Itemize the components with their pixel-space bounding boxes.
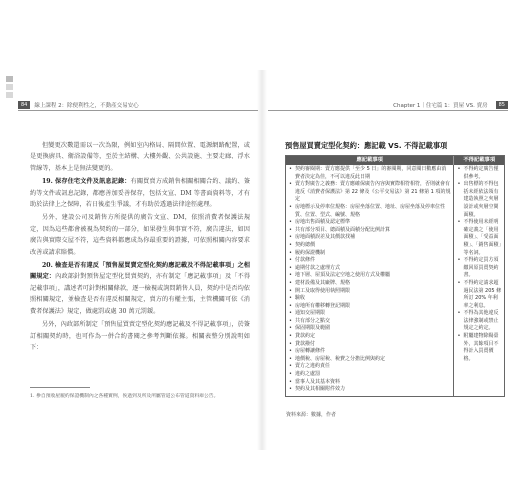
- list-item-text: 地價稅、房屋稅、稅費之分擔比例與約定: [295, 355, 386, 362]
- bullet-icon: •: [289, 279, 292, 286]
- must-not-include-item: [457, 310, 502, 333]
- must-not-include-item: [457, 166, 502, 181]
- must-include-item: [289, 181, 450, 204]
- must-include-item: [289, 250, 450, 258]
- bullet-icon: •: [289, 226, 292, 233]
- bullet-icon: •: [289, 355, 292, 362]
- must-include-item: [289, 386, 450, 394]
- must-include-item: [289, 333, 450, 341]
- table-title: 預售屋買賣定型化契約：應記載 VS. 不得記載事項: [285, 141, 448, 150]
- must-not-include-item: [457, 181, 502, 219]
- comparison-table: [285, 155, 505, 397]
- bullet-icon: •: [289, 295, 292, 302]
- bullet-icon: •: [457, 279, 461, 286]
- bullet-icon: •: [289, 340, 292, 347]
- bullet-icon: •: [289, 378, 292, 385]
- list-item-text: 不得約定廣告僅供參考。: [463, 166, 499, 180]
- bullet-icon: •: [289, 234, 292, 241]
- list-item-text: 不得為其他違反法律強制或禁止規定之約定。: [463, 310, 499, 332]
- must-include-item: [289, 371, 450, 379]
- list-item-text: 不得約定買方須繳回原買賣契約書。: [463, 257, 499, 279]
- list-item-text: 賣方對廣告之義務：賣方應確保廣告內容與實際相符相符，否則就會有違反《消費者保護法》第 22 條及《公平交易法》第 21 條第 1 項的規定: [295, 181, 451, 203]
- column-header-must-include: 應記載事項: [286, 156, 454, 165]
- table-body: [286, 165, 504, 396]
- list-item-text: 付款條件: [295, 257, 316, 264]
- must-not-include-column: [454, 165, 504, 396]
- bullet-icon: •: [289, 363, 292, 370]
- running-header-right: [268, 99, 508, 111]
- bullet-icon: •: [457, 181, 461, 188]
- list-item-text: 貸款撥付: [295, 340, 316, 347]
- numbered-item-20: [30, 260, 250, 317]
- bullet-icon: •: [457, 333, 461, 340]
- bullet-icon: •: [289, 317, 292, 324]
- list-item-text: 附屬建物除陽臺外，其餘項目不得計入買賣價格。: [463, 333, 499, 362]
- edge-tab: [6, 84, 13, 90]
- must-include-item: [289, 204, 450, 219]
- list-item-text: 地下層、屋頂及法定空地之使用方式及權屬: [295, 272, 391, 279]
- must-not-include-item: [457, 219, 502, 257]
- must-include-item: [289, 272, 450, 280]
- running-header-left: [18, 99, 258, 111]
- item-text: 有關買賣方成銷售相關相關合約、議約、簽約等文件或訊息記錄，都應善加妥善保存，包括文宣、DM 等書面資料等，才有助於法律上之保障，若日後產生爭議，才有助於透過法律途徑處理。: [30, 178, 251, 209]
- page-number-right: 85: [496, 101, 508, 109]
- item-heading: 19. 保存住宅文件及訊息記錄：: [42, 178, 131, 186]
- page-gutter: [257, 70, 267, 450]
- numbered-item-19: [30, 176, 250, 210]
- item-heading: 20. 檢查是否有違反「預售屋買賣定型化契約應記載及不得記載事項」之相關規定：: [30, 262, 250, 281]
- list-item-text: 契約總價: [295, 241, 316, 248]
- must-include-item: [289, 280, 450, 288]
- page-number-left: 84: [18, 101, 30, 109]
- must-include-column: [286, 165, 454, 396]
- list-item-text: 出售標的不得包括未經依法領有建造執照之夾層設計或夾層空間面積。: [463, 181, 499, 218]
- bullet-icon: •: [289, 325, 292, 332]
- list-item-text: 契約及其相關附件效力: [295, 386, 346, 393]
- list-item-text: 房地面積誤差及其價款找補: [295, 234, 356, 241]
- bullet-icon: •: [289, 386, 292, 393]
- bullet-icon: •: [289, 249, 292, 256]
- bullet-icon: •: [289, 219, 292, 226]
- paragraph: 但變更次數還需以一次為限，例如室內格局、隔間位置、電源網路配置，或是更換廚具、衛浴設備等，至於主結構、大樓外觀、公共設施、主要走廊、浮水管線等，基本上是無法變更的。: [30, 142, 250, 172]
- list-item-text: 房地所有權移轉登記期限: [295, 302, 351, 309]
- bullet-icon: •: [289, 310, 292, 317]
- bullet-icon: •: [457, 257, 461, 264]
- must-include-item: [289, 310, 450, 318]
- list-item-text: 違約之處罰: [295, 371, 321, 378]
- edge-tab: [6, 92, 13, 98]
- must-include-item: [289, 363, 450, 371]
- item-text: 內政部針對預售屋定型化買賣契約，亦有制定「應記載事項」及「不得記載事項」，講述者可針對相關條款，逐一檢視或詢問銷售人員，契約中是否均依照相關規定，並檢查是否有違反相關規定，賣方的有權主張，主管機關可依《消費者保護法》規定，做處罰或處 30 萬元罰鍰。: [30, 273, 250, 315]
- list-item-text: 不得約定請求超過民法第 205 條所訂 20% 年利率之利息。: [463, 279, 502, 309]
- must-include-item: [289, 257, 450, 265]
- bullet-icon: •: [289, 264, 292, 271]
- bullet-icon: •: [289, 203, 292, 210]
- bullet-icon: •: [289, 302, 292, 309]
- list-item-text: 賣方之違約責任: [295, 363, 331, 370]
- list-item-text: 開工及取得使用執照期限: [295, 287, 351, 294]
- must-not-include-item: [457, 333, 502, 363]
- bullet-icon: •: [289, 241, 292, 248]
- bullet-icon: •: [457, 219, 461, 226]
- list-item-text: 不得使用未經明確定義之「使用面積」、「受益面積」、「銷售面積」等名詞。: [463, 219, 501, 256]
- bullet-icon: •: [289, 333, 292, 340]
- must-include-item: [289, 242, 450, 250]
- list-item-text: 通知交屋期限: [295, 310, 326, 317]
- must-include-item: [289, 219, 450, 227]
- must-include-item: [289, 166, 450, 181]
- bullet-icon: •: [289, 272, 292, 279]
- must-not-include-item: [457, 257, 502, 280]
- list-item-text: 房地標示及停車位規格：房屋坐落位置、地址、房屋坐落及停車位性質、位置、型式、編號、規格: [295, 203, 446, 218]
- list-item-text: 房地出售面積及認定標準: [295, 219, 351, 226]
- bullet-icon: •: [289, 166, 292, 172]
- bullet-icon: •: [289, 257, 292, 264]
- footnote-rule: [30, 387, 90, 388]
- bullet-icon: •: [289, 348, 292, 355]
- list-item-text: 逾期付款之處理方式: [295, 264, 341, 271]
- footnote: 1. 參自預收屋履約保證機制內之各種實例，俟過到及所及所屬管道公布管道資料庫公告。: [30, 394, 219, 399]
- body-text-left: [30, 140, 250, 355]
- must-include-item: [289, 295, 450, 303]
- table-source: 資料來源：數據，作者: [286, 412, 337, 418]
- list-item-text: 貸款約定: [295, 333, 316, 340]
- list-item-text: 共有部分項目、總面積及面積分配比例計算: [295, 226, 391, 233]
- bullet-icon: •: [457, 310, 461, 317]
- must-include-item: [289, 288, 450, 296]
- list-item-text: 共有部分之點交: [295, 317, 331, 324]
- bullet-icon: •: [289, 181, 292, 188]
- list-item-text: 履約保證機制: [295, 249, 326, 256]
- bullet-icon: •: [289, 287, 292, 294]
- column-header-must-not-include: 不得記載事項: [463, 156, 496, 163]
- edge-tab: [6, 76, 13, 82]
- list-item-text: 驗收: [295, 295, 306, 302]
- must-include-item: [289, 234, 450, 242]
- bullet-icon: •: [457, 166, 461, 172]
- must-include-item: [289, 325, 450, 333]
- chapter-title: Chapter 1｜住宅篇 1：買屋 VS. 賣房: [393, 102, 488, 109]
- list-item-text: 建材設備及其廠牌、規格: [295, 279, 351, 286]
- paragraph: 另外，建設公司及銷售方所提供的廣告文宣、DM，依照消費者保護法規定，因為這些都會被視為契約的一部分，如果發生與事實不符，廣告違法，如因廣告與實際交屋不符，這些資料都應成為你最重要的證據，可依照相關內容要求改善或請求賠償。: [30, 214, 250, 256]
- list-item-text: 保固期限及範圍: [295, 325, 331, 332]
- table-header: [286, 156, 504, 165]
- list-item-text: 契約審閱期：賣方應提供「至少 5 日」的審閱期，同意閱日數應由消費者決定為佳，不可以違反此日期: [295, 166, 447, 180]
- must-not-include-item: [457, 280, 502, 310]
- list-item-text: 房屋轉讓條件: [295, 348, 326, 355]
- paragraph: 另外，內政部所制定「預售屋買賣定型化契約應記載及不得記載事項」，於簽訂相關契約時，也可作為一併合約書閱之參考判斷依據。相關表整分別說明如下：: [30, 321, 250, 351]
- bullet-icon: •: [289, 371, 292, 378]
- list-item-text: 當事人及其基本資料: [295, 378, 341, 385]
- must-include-item: [289, 348, 450, 356]
- running-header-left-title: 線上課程 2：除便利性之，不動產交易安心: [34, 102, 139, 109]
